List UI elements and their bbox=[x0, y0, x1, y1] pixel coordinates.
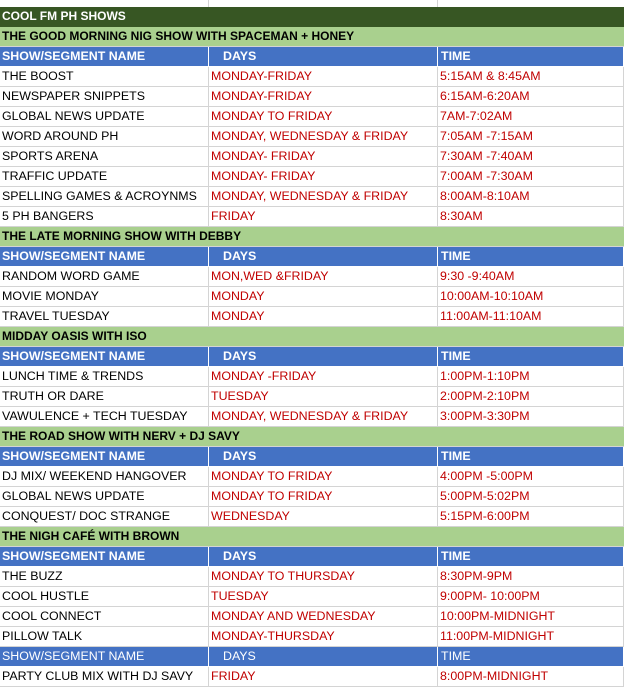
column-header-days[interactable]: DAYS bbox=[209, 447, 438, 466]
days-cell[interactable]: MONDAY TO FRIDAY bbox=[209, 107, 438, 126]
days-cell[interactable]: MONDAY-FRIDAY bbox=[209, 87, 438, 106]
section-title: MIDDAY OASIS WITH ISO bbox=[2, 329, 147, 343]
table-row[interactable] bbox=[0, 127, 624, 147]
days-cell[interactable]: TUESDAY bbox=[209, 387, 438, 406]
gridline bbox=[437, 0, 438, 7]
section-header-row[interactable] bbox=[0, 227, 624, 247]
column-header-row[interactable] bbox=[0, 47, 624, 67]
table-row[interactable] bbox=[0, 387, 624, 407]
segment-name-cell[interactable]: PILLOW TALK bbox=[0, 627, 209, 646]
section-title: THE LATE MORNING SHOW WITH DEBBY bbox=[2, 229, 242, 243]
column-header-row[interactable] bbox=[0, 547, 624, 567]
table-row[interactable] bbox=[0, 287, 624, 307]
table-row[interactable] bbox=[0, 407, 624, 427]
time-cell[interactable]: 7:30AM -7:40AM bbox=[438, 147, 624, 166]
days-cell[interactable]: MONDAY, WEDNESDAY & FRIDAY bbox=[209, 127, 438, 146]
days-cell[interactable]: MONDAY, WEDNESDAY & FRIDAY bbox=[209, 407, 438, 426]
column-header-row[interactable] bbox=[0, 247, 624, 267]
days-cell[interactable]: FRIDAY bbox=[209, 667, 438, 686]
days-cell[interactable]: MONDAY TO FRIDAY bbox=[209, 467, 438, 486]
segment-name-cell[interactable]: GLOBAL NEWS UPDATE bbox=[0, 487, 209, 506]
days-cell[interactable]: MONDAY-THURSDAY bbox=[209, 627, 438, 646]
table-row[interactable] bbox=[0, 567, 624, 587]
segment-name-cell[interactable]: RANDOM WORD GAME bbox=[0, 267, 209, 286]
column-header-row[interactable] bbox=[0, 647, 624, 667]
table-row[interactable] bbox=[0, 207, 624, 227]
time-cell[interactable]: 5:15PM-6:00PM bbox=[438, 507, 624, 526]
time-cell[interactable]: 3:00PM-3:30PM bbox=[438, 407, 624, 426]
days-cell[interactable]: MONDAY bbox=[209, 307, 438, 326]
time-cell[interactable]: 4:00PM -5:00PM bbox=[438, 467, 624, 486]
time-cell[interactable]: 7:05AM -7:15AM bbox=[438, 127, 624, 146]
section-header-row[interactable] bbox=[0, 427, 624, 447]
segment-name-cell[interactable]: 5 PH BANGERS bbox=[0, 207, 209, 226]
column-header-segment[interactable]: SHOW/SEGMENT NAME bbox=[0, 647, 209, 666]
time-cell[interactable]: 8:00AM-8:10AM bbox=[438, 187, 624, 206]
column-header-segment[interactable]: SHOW/SEGMENT NAME bbox=[0, 47, 209, 66]
column-header-segment[interactable]: SHOW/SEGMENT NAME bbox=[0, 347, 209, 366]
column-header-days[interactable]: DAYS bbox=[209, 647, 438, 666]
segment-name-cell[interactable]: TRUTH OR DARE bbox=[0, 387, 209, 406]
partial-top-row bbox=[0, 0, 624, 7]
column-header-time[interactable]: TIME bbox=[438, 347, 624, 366]
table-row[interactable] bbox=[0, 67, 624, 87]
segment-name-cell[interactable]: LUNCH TIME & TRENDS bbox=[0, 367, 209, 386]
sheet-title: COOL FM PH SHOWS bbox=[2, 9, 126, 23]
segment-name-cell[interactable]: COOL CONNECT bbox=[0, 607, 209, 626]
column-header-days[interactable]: DAYS bbox=[209, 247, 438, 266]
table-row[interactable] bbox=[0, 87, 624, 107]
section-header-row[interactable] bbox=[0, 527, 624, 547]
column-header-time[interactable]: TIME bbox=[438, 47, 624, 66]
column-header-time[interactable]: TIME bbox=[438, 547, 624, 566]
column-header-days[interactable]: DAYS bbox=[209, 47, 438, 66]
table-row[interactable] bbox=[0, 607, 624, 627]
segment-name-cell[interactable]: GLOBAL NEWS UPDATE bbox=[0, 107, 209, 126]
column-header-time[interactable]: TIME bbox=[438, 447, 624, 466]
table-row[interactable] bbox=[0, 667, 624, 687]
table-row[interactable] bbox=[0, 507, 624, 527]
segment-name-cell[interactable]: DJ MIX/ WEEKEND HANGOVER bbox=[0, 467, 209, 486]
days-cell[interactable]: MONDAY -FRIDAY bbox=[209, 367, 438, 386]
time-cell[interactable]: 6:15AM-6:20AM bbox=[438, 87, 624, 106]
segment-name-cell[interactable]: NEWSPAPER SNIPPETS bbox=[0, 87, 209, 106]
days-cell[interactable]: MONDAY TO THURSDAY bbox=[209, 567, 438, 586]
segment-name-cell[interactable]: SPELLING GAMES & ACROYNMS bbox=[0, 187, 209, 206]
segment-name-cell[interactable]: MOVIE MONDAY bbox=[0, 287, 209, 306]
table-row[interactable] bbox=[0, 187, 624, 207]
time-cell[interactable]: 5:00PM-5:02PM bbox=[438, 487, 624, 506]
table-row[interactable] bbox=[0, 367, 624, 387]
days-cell[interactable]: MONDAY, WEDNESDAY & FRIDAY bbox=[209, 187, 438, 206]
column-header-row[interactable] bbox=[0, 447, 624, 467]
section-header-row[interactable] bbox=[0, 327, 624, 347]
time-cell[interactable]: 9:30 -9:40AM bbox=[438, 267, 624, 286]
column-header-time[interactable]: TIME bbox=[438, 247, 624, 266]
column-header-days[interactable]: DAYS bbox=[209, 347, 438, 366]
time-cell[interactable]: 9:00PM- 10:00PM bbox=[438, 587, 624, 606]
column-header-segment[interactable]: SHOW/SEGMENT NAME bbox=[0, 547, 209, 566]
segment-name-cell[interactable]: WORD AROUND PH bbox=[0, 127, 209, 146]
segment-name-cell[interactable]: THE BUZZ bbox=[0, 567, 209, 586]
column-header-segment[interactable]: SHOW/SEGMENT NAME bbox=[0, 447, 209, 466]
time-cell[interactable]: 1:00PM-1:10PM bbox=[438, 367, 624, 386]
table-row[interactable] bbox=[0, 307, 624, 327]
table-row[interactable] bbox=[0, 147, 624, 167]
time-cell[interactable]: 2:00PM-2:10PM bbox=[438, 387, 624, 406]
column-header-time[interactable]: TIME bbox=[438, 647, 624, 666]
title-row[interactable] bbox=[0, 7, 624, 27]
column-header-days[interactable]: DAYS bbox=[209, 547, 438, 566]
segment-name-cell[interactable]: TRAFFIC UPDATE bbox=[0, 167, 209, 186]
column-header-row[interactable] bbox=[0, 347, 624, 367]
days-cell[interactable]: MONDAY-FRIDAY bbox=[209, 67, 438, 86]
days-cell[interactable]: MONDAY- FRIDAY bbox=[209, 147, 438, 166]
schedule-table bbox=[0, 27, 624, 687]
section-header-row[interactable] bbox=[0, 27, 624, 47]
segment-name-cell[interactable]: VAWULENCE + TECH TUESDAY bbox=[0, 407, 209, 426]
days-cell[interactable]: FRIDAY bbox=[209, 207, 438, 226]
days-cell[interactable]: MON,WED &FRIDAY bbox=[209, 267, 438, 286]
time-cell[interactable]: 8:00PM-MIDNIGHT bbox=[438, 667, 624, 686]
time-cell[interactable]: 11:00AM-11:10AM bbox=[438, 307, 624, 326]
time-cell[interactable]: 7AM-7:02AM bbox=[438, 107, 624, 126]
time-cell[interactable]: 10:00PM-MIDNIGHT bbox=[438, 607, 624, 626]
time-cell[interactable]: 8:30PM-9PM bbox=[438, 567, 624, 586]
section-title: THE NIGH CAFÉ WITH BROWN bbox=[2, 529, 180, 543]
table-row[interactable] bbox=[0, 167, 624, 187]
time-cell[interactable]: 10:00AM-10:10AM bbox=[438, 287, 624, 306]
time-cell[interactable]: 5:15AM & 8:45AM bbox=[438, 67, 624, 86]
days-cell[interactable]: MONDAY TO FRIDAY bbox=[209, 487, 438, 506]
days-cell[interactable]: MONDAY AND WEDNESDAY bbox=[209, 607, 438, 626]
time-cell[interactable]: 11:00PM-MIDNIGHT bbox=[438, 627, 624, 646]
table-row[interactable] bbox=[0, 587, 624, 607]
segment-name-cell[interactable]: COOL HUSTLE bbox=[0, 587, 209, 606]
segment-name-cell[interactable]: PARTY CLUB MIX WITH DJ SAVY bbox=[0, 667, 209, 686]
segment-name-cell[interactable]: CONQUEST/ DOC STRANGE bbox=[0, 507, 209, 526]
section-title: THE GOOD MORNING NIG SHOW WITH SPACEMAN + HONEY bbox=[2, 29, 355, 43]
days-cell[interactable]: MONDAY bbox=[209, 287, 438, 306]
column-header-segment[interactable]: SHOW/SEGMENT NAME bbox=[0, 247, 209, 266]
days-cell[interactable]: WEDNESDAY bbox=[209, 507, 438, 526]
table-row[interactable] bbox=[0, 107, 624, 127]
table-row[interactable] bbox=[0, 267, 624, 287]
segment-name-cell[interactable]: THE BOOST bbox=[0, 67, 209, 86]
time-cell[interactable]: 8:30AM bbox=[438, 207, 624, 226]
time-cell[interactable]: 7:00AM -7:30AM bbox=[438, 167, 624, 186]
section-title: THE ROAD SHOW WITH NERV + DJ SAVY bbox=[2, 429, 240, 443]
table-row[interactable] bbox=[0, 627, 624, 647]
days-cell[interactable]: MONDAY- FRIDAY bbox=[209, 167, 438, 186]
table-row[interactable] bbox=[0, 467, 624, 487]
table-row[interactable] bbox=[0, 487, 624, 507]
segment-name-cell[interactable]: SPORTS ARENA bbox=[0, 147, 209, 166]
gridline bbox=[208, 0, 209, 7]
segment-name-cell[interactable]: TRAVEL TUESDAY bbox=[0, 307, 209, 326]
days-cell[interactable]: TUESDAY bbox=[209, 587, 438, 606]
